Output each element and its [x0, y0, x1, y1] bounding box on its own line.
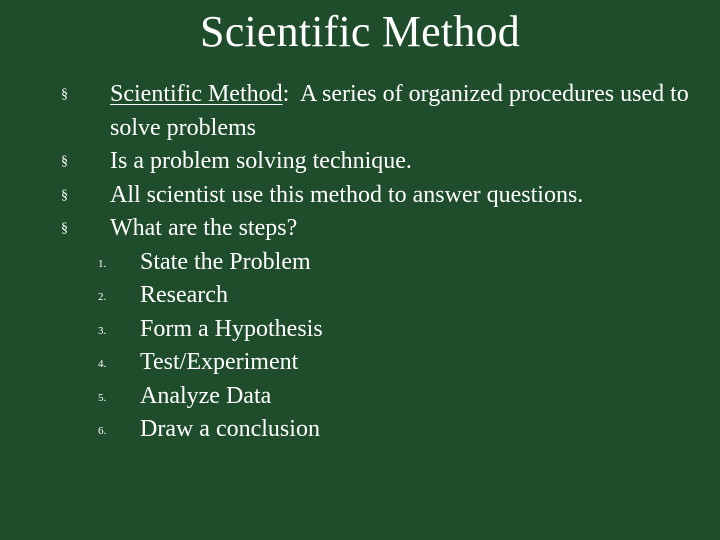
step-number: 3.	[98, 324, 107, 337]
step-text: Draw a conclusion	[140, 416, 320, 442]
step-number: 5.	[98, 391, 107, 404]
step-text: Research	[140, 282, 228, 308]
definition-text: A series of organized procedures used to solve problems	[110, 81, 695, 141]
bullet-list	[0, 78, 720, 447]
slide-title: Scientific Method	[200, 7, 520, 56]
step-number: 1.	[98, 257, 107, 270]
bullet-marker-icon: §	[61, 154, 68, 169]
bullet-marker-icon: §	[61, 87, 68, 102]
step-text: Test/Experiment	[140, 349, 299, 375]
step-text: Form a Hypothesis	[140, 315, 323, 342]
bullet-item-technique	[0, 145, 720, 179]
step-item	[0, 380, 720, 414]
bullet-marker-icon: §	[61, 187, 68, 203]
step-number: 2.	[98, 291, 107, 303]
steps-list	[0, 246, 720, 447]
step-item	[0, 279, 720, 313]
bullet-marker-icon: §	[61, 221, 68, 236]
bullet-text: What are the steps?	[110, 215, 298, 241]
step-number: 6.	[98, 425, 107, 437]
bullet-item-steps-question	[0, 212, 720, 447]
bullet-text: All scientist use this method to answer questions.	[110, 181, 584, 208]
step-item	[0, 413, 720, 447]
bullet-text: Is a problem solving technique.	[110, 148, 412, 174]
term-scientific-method: Scientific Method	[110, 81, 283, 107]
bullet-item-scientists	[0, 179, 720, 213]
step-text: Analyze Data	[140, 382, 272, 409]
term-separator: :	[282, 81, 290, 107]
step-text: State the Problem	[140, 248, 311, 275]
step-item	[0, 246, 720, 280]
step-item	[0, 346, 720, 380]
bullet-item-definition	[0, 78, 720, 145]
step-item	[0, 313, 720, 347]
step-number: 4.	[98, 358, 107, 370]
